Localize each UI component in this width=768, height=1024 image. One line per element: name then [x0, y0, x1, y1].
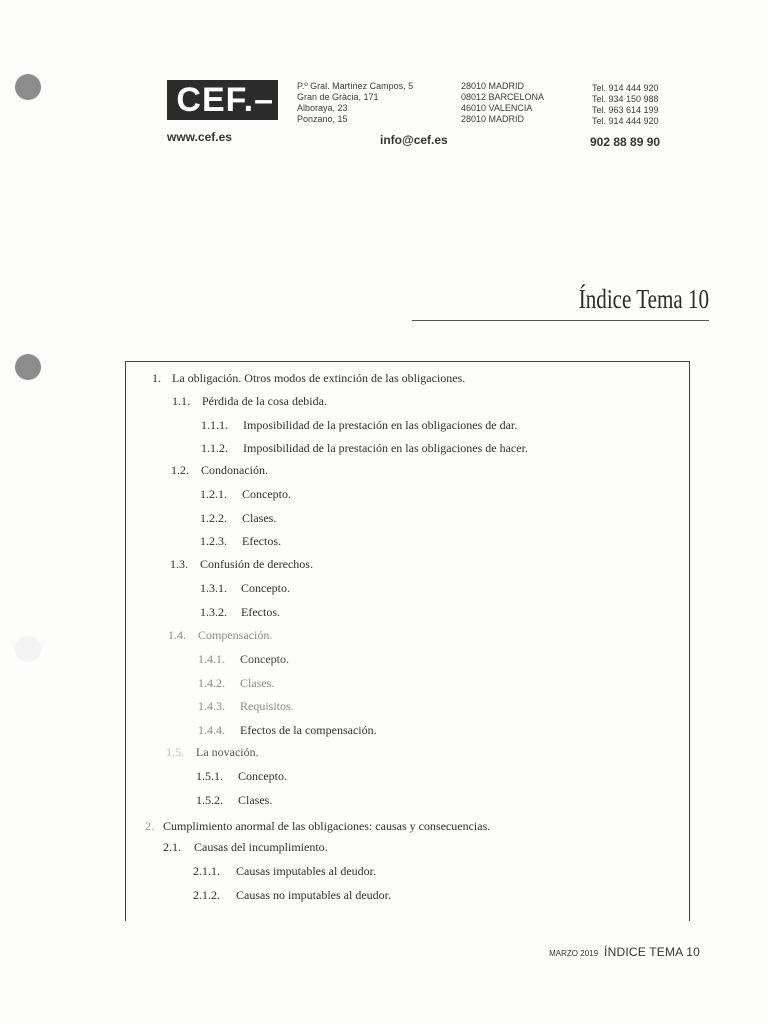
email-text: info@cef.es: [380, 133, 448, 147]
toc-text: Efectos.: [241, 605, 280, 619]
toc-entry: [171, 463, 268, 478]
page-title: Índice Tema 10: [578, 284, 709, 314]
toc-text: Concepto.: [242, 487, 291, 501]
street-line: Gran de Gràcia, 171: [297, 92, 379, 102]
toc-entry: [200, 534, 281, 549]
toc-number: 1.1.1.: [201, 418, 228, 432]
toc-text: La obligación. Otros modos de extinción de las obligaciones.: [172, 371, 466, 385]
phone-line: Tel. 963 614 199: [592, 105, 659, 115]
toc-number: 1.2.: [171, 463, 189, 477]
toc-number: 1.2.1.: [200, 487, 227, 501]
toc-entry: [200, 605, 280, 620]
toc-text: Causas no imputables al deudor.: [236, 888, 391, 902]
toc-entry: [193, 864, 376, 879]
toc-text: Pérdida de la cosa debida.: [202, 394, 327, 408]
city-line: 28010 MADRID: [461, 81, 525, 91]
toc-text: Clases.: [242, 511, 277, 525]
toc-number: 1.1.: [172, 394, 190, 408]
toc-text: Efectos.: [242, 534, 281, 548]
toc-text: La novación.: [196, 745, 259, 759]
main-phone-text: 902 88 89 90: [590, 135, 661, 149]
city-line: 28010 MADRID: [461, 114, 525, 124]
toc-entry: [145, 819, 490, 834]
toc-entry: [198, 723, 377, 738]
toc-entry: [170, 557, 313, 572]
toc-number: 2.: [145, 819, 154, 833]
toc-entry: [200, 581, 290, 596]
toc-text: Clases.: [238, 793, 273, 807]
toc-entry: [172, 394, 327, 409]
toc-number: 1.4.1.: [198, 652, 225, 666]
toc-number: 1.5.: [166, 745, 184, 759]
toc-text: Cumplimiento anormal de las obligaciones: causas y consecuencias.: [163, 819, 491, 833]
street-line: Alboraya, 23: [297, 103, 348, 113]
toc-entry: [163, 840, 328, 855]
toc-entry: [196, 793, 272, 808]
toc-text: Imposibilidad de la prestación en las obligaciones de hacer.: [243, 441, 528, 455]
toc-text: Requisitos.: [240, 699, 294, 713]
toc-entry: [196, 769, 287, 784]
toc-entry: [200, 511, 276, 526]
toc-text: Concepto.: [238, 769, 287, 783]
toc-number: 1.2.2.: [200, 511, 227, 525]
toc-entry: [168, 628, 272, 643]
page-footer: [549, 943, 700, 961]
toc-number: 1.5.1.: [196, 769, 223, 783]
footer-label: ÍNDICE TEMA 10: [604, 945, 700, 959]
toc-entry: [198, 652, 289, 667]
toc-text: Clases.: [240, 676, 275, 690]
toc-number: 1.3.: [170, 557, 188, 571]
city-line: 08012 BARCELONA: [461, 92, 545, 102]
toc-number: 1.4.: [168, 628, 186, 642]
toc-number: 1.4.3.: [198, 699, 225, 713]
footer-date: MARZO 2019: [549, 949, 599, 958]
phone-line: Tel. 934 150 988: [592, 94, 659, 104]
street-line: P.º Gral. Martínez Campos, 5: [297, 81, 414, 91]
toc-entry: [198, 676, 274, 691]
toc-text: Confusión de derechos.: [200, 557, 313, 571]
toc-number: 1.5.2.: [196, 793, 223, 807]
toc-entry: [200, 487, 291, 502]
toc-entry: [166, 745, 259, 760]
toc-entry: [152, 371, 465, 386]
website-text: www.cef.es: [167, 130, 232, 144]
toc-number: 1.3.2.: [200, 605, 227, 619]
toc-number: 1.: [152, 371, 161, 385]
toc-number: 2.1.2.: [193, 888, 220, 902]
toc-text: Imposibilidad de la prestación en las obligaciones de dar.: [243, 418, 518, 432]
phone-line: Tel. 914 444 920: [592, 116, 659, 126]
toc-text: Causas imputables al deudor.: [236, 864, 376, 878]
toc-number: 1.4.2.: [198, 676, 225, 690]
cef-logo: CEF.–: [167, 80, 278, 120]
toc-number: 2.1.1.: [193, 864, 220, 878]
toc-entry: [193, 888, 391, 903]
toc-text: Causas del incumplimiento.: [194, 840, 328, 854]
toc-text: Condonación.: [201, 463, 268, 477]
toc-text: Concepto.: [241, 581, 290, 595]
phone-line: Tel. 914 444 920: [592, 83, 659, 93]
toc-number: 1.1.2.: [201, 441, 228, 455]
toc-entry: [201, 441, 528, 456]
toc-number: 1.3.1.: [200, 581, 227, 595]
toc-text: Concepto.: [240, 652, 289, 666]
toc-text: Efectos de la compensación.: [240, 723, 377, 737]
toc-number: 1.2.3.: [200, 534, 227, 548]
toc-entry: [198, 699, 294, 714]
toc-entry: [201, 418, 517, 433]
toc-number: 2.1.: [163, 840, 181, 854]
street-line: Ponzano, 15: [297, 114, 348, 124]
city-line: 46010 VALENCIA: [461, 103, 533, 113]
toc-number: 1.4.4.: [198, 723, 225, 737]
toc-text: Compensación.: [198, 628, 273, 642]
